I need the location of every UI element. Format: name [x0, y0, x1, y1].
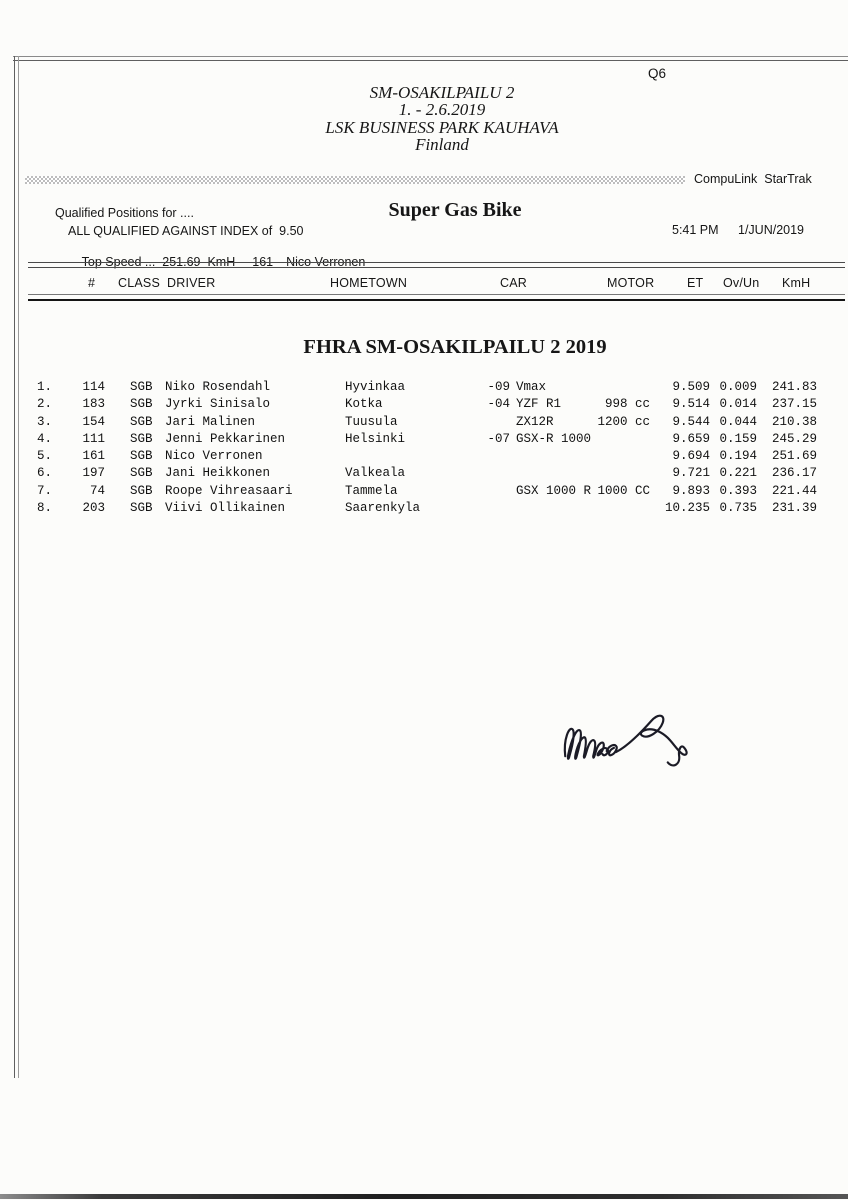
col-header-car: CAR — [500, 276, 527, 290]
cell-driver: Jari Malinen — [165, 414, 256, 429]
top-speed-label: Top Speed ... 251.69 KmH — [81, 255, 236, 269]
signature-image — [558, 696, 703, 776]
cell-car-year: -04 — [487, 397, 510, 412]
event-venue: LSK BUSINESS PARK KAUHAVA — [325, 117, 559, 137]
table-header-row — [0, 273, 848, 293]
cell-driver: Jani Heikkonen — [165, 466, 271, 481]
col-header-kmh: KmH — [782, 276, 811, 290]
cell-et: 9.893 — [672, 483, 710, 498]
col-header-number: # — [88, 276, 96, 290]
col-header-ovun: Ov/Un — [723, 276, 760, 290]
print-date: 1/JUN/2019 — [738, 223, 805, 237]
cell-kmh: 236.17 — [771, 466, 817, 481]
cell-rank: 8. — [36, 501, 52, 516]
cell-hometown: Saarenkyla — [345, 501, 421, 516]
cell-number: 74 — [89, 483, 105, 498]
cell-driver: Viivi Ollikainen — [165, 501, 286, 516]
table-row — [0, 483, 848, 500]
cell-driver: Nico Verronen — [165, 449, 263, 464]
header-rule-bottom — [28, 294, 845, 301]
table-row — [0, 500, 848, 517]
cell-driver: Jyrki Sinisalo — [165, 397, 271, 412]
index-line: ALL QUALIFIED AGAINST INDEX of 9.50 — [68, 224, 304, 238]
class-title: Super Gas Bike — [388, 199, 522, 221]
cell-car-model: YZF R1 — [516, 397, 562, 412]
cell-kmh: 237.15 — [771, 397, 817, 412]
cell-class: SGB — [130, 483, 153, 498]
cell-rank: 2. — [36, 397, 52, 412]
cell-rank: 5. — [36, 449, 52, 464]
cell-et: 9.721 — [672, 466, 710, 481]
cell-rank: 7. — [36, 483, 52, 498]
cell-ovun: 0.009 — [719, 380, 757, 394]
cell-et: 9.544 — [672, 414, 710, 429]
col-header-class: CLASS — [118, 276, 160, 290]
table-row — [0, 396, 848, 413]
cell-rank: 3. — [36, 414, 52, 429]
brand-compulink: CompuLink — [694, 172, 758, 186]
print-time: 5:41 PM — [672, 223, 719, 237]
cell-hometown: Helsinki — [345, 431, 406, 446]
results-title: FHRA SM-OSAKILPAILU 2 2019 — [303, 336, 607, 358]
qualified-positions-label: Qualified Positions for .... — [55, 206, 194, 220]
cell-ovun: 0.014 — [719, 397, 757, 412]
cell-number: 183 — [82, 397, 105, 412]
cell-et: 9.514 — [672, 397, 710, 412]
cell-et: 9.694 — [672, 449, 710, 464]
cell-kmh: 251.69 — [771, 449, 817, 464]
timing-system-brand — [694, 172, 812, 186]
cell-hometown: Tammela — [345, 483, 398, 498]
cell-car-year: -07 — [487, 431, 510, 446]
cell-et: 9.509 — [672, 380, 710, 394]
round-code: Q6 — [648, 66, 667, 81]
top-speed-holder-number: 161 — [252, 255, 274, 269]
halftone-divider — [25, 176, 685, 184]
cell-class: SGB — [130, 501, 153, 516]
cell-car-model: ZX12R — [516, 414, 554, 429]
event-country: Finland — [415, 135, 469, 155]
cell-class: SGB — [130, 466, 153, 481]
cell-rank: 6. — [36, 466, 52, 481]
results-table — [0, 379, 848, 517]
cell-ovun: 0.735 — [719, 501, 757, 516]
cell-number: 161 — [82, 449, 105, 464]
cell-kmh: 245.29 — [771, 431, 817, 446]
cell-number: 203 — [82, 501, 105, 516]
cell-hometown: Hyvinkaa — [345, 380, 406, 394]
event-dates: 1. - 2.6.2019 — [398, 100, 486, 120]
col-header-driver: DRIVER — [167, 276, 216, 290]
cell-ovun: 0.194 — [719, 449, 757, 464]
page-border-top — [13, 56, 848, 61]
brand-startrak: StarTrak — [764, 172, 812, 186]
cell-number: 197 — [82, 466, 105, 481]
cell-class: SGB — [130, 414, 153, 429]
cell-ovun: 0.221 — [719, 466, 757, 481]
scan-edge-bar — [0, 1194, 848, 1199]
cell-motor: 998 cc — [604, 397, 650, 412]
cell-kmh: 221.44 — [771, 483, 817, 498]
cell-class: SGB — [130, 380, 153, 394]
table-row — [0, 431, 848, 448]
cell-hometown: Valkeala — [345, 466, 406, 481]
col-header-hometown: HOMETOWN — [330, 276, 408, 290]
cell-hometown: Kotka — [345, 397, 383, 412]
cell-kmh: 241.83 — [771, 380, 817, 394]
cell-driver: Roope Vihreasaari — [165, 483, 293, 498]
page-border-left — [14, 56, 19, 1078]
header-rule-top — [28, 262, 845, 268]
cell-ovun: 0.159 — [719, 431, 757, 446]
cell-number: 111 — [82, 431, 105, 446]
cell-hometown: Tuusula — [345, 414, 398, 429]
col-header-et: ET — [687, 276, 704, 290]
cell-class: SGB — [130, 431, 153, 446]
cell-car-model: GSX-R 1000 — [516, 431, 592, 446]
table-row — [0, 379, 848, 396]
cell-class: SGB — [130, 449, 153, 464]
cell-et: 9.659 — [672, 431, 710, 446]
table-row — [0, 465, 848, 482]
cell-car-model: GSX 1000 R — [516, 483, 592, 498]
cell-driver: Niko Rosendahl — [165, 380, 271, 394]
cell-number: 114 — [82, 380, 105, 394]
event-name: SM-OSAKILPAILU 2 — [369, 83, 515, 102]
cell-driver: Jenni Pekkarinen — [165, 431, 286, 446]
cell-number: 154 — [82, 414, 105, 429]
cell-ovun: 0.393 — [719, 483, 757, 498]
cell-kmh: 210.38 — [771, 414, 817, 429]
cell-car-year: -09 — [487, 380, 510, 394]
top-speed-holder-name: Nico Verronen — [286, 255, 366, 269]
table-row — [0, 448, 848, 465]
cell-class: SGB — [130, 397, 153, 412]
cell-car-model: Vmax — [516, 380, 547, 394]
event-header — [325, 84, 558, 154]
cell-kmh: 231.39 — [771, 501, 817, 516]
table-row — [0, 414, 848, 431]
cell-et: 10.235 — [664, 501, 710, 516]
cell-ovun: 0.044 — [719, 414, 757, 429]
cell-rank: 1. — [36, 380, 52, 394]
cell-motor: 1000 CC — [597, 483, 650, 498]
cell-motor: 1200 cc — [597, 414, 650, 429]
col-header-motor: MOTOR — [607, 276, 655, 290]
cell-rank: 4. — [36, 431, 52, 446]
